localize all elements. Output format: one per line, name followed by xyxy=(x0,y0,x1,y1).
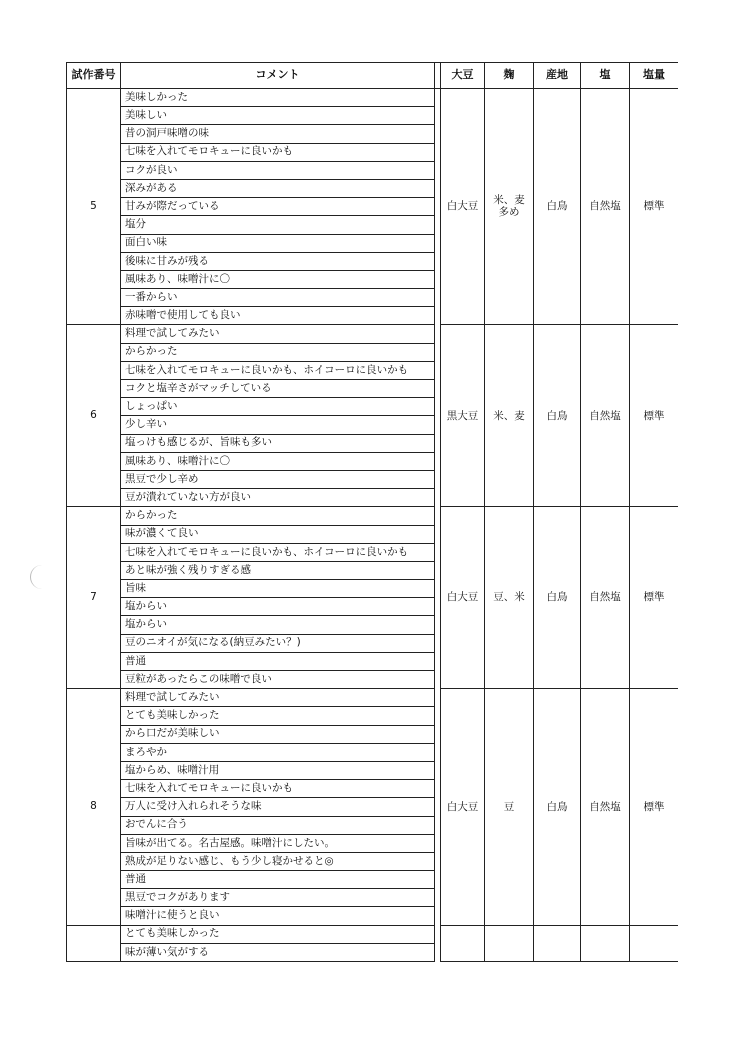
comment-cell: 普通 xyxy=(121,871,435,889)
salt-amount-cell-text: 標準 xyxy=(643,200,665,213)
comment-cell: 少し辛い xyxy=(121,416,435,434)
salt-cell xyxy=(581,689,630,925)
soybean-cell xyxy=(441,925,485,961)
comment-cell: 旨味 xyxy=(121,580,435,598)
table-body xyxy=(67,89,679,962)
comment-cell: 七味を入れてモロキューに良いかも xyxy=(121,143,435,161)
koji-cell-text: 米、麦 多め xyxy=(493,194,525,219)
comment-cell: からかった xyxy=(121,507,435,525)
comment-cell: 面白い味 xyxy=(121,234,435,252)
salt-amount-cell-text: 標準 xyxy=(643,800,665,813)
comment-cell: おでんに合う xyxy=(121,816,435,834)
comment-cell: まろやか xyxy=(121,743,435,761)
comment-cell: 深みがある xyxy=(121,179,435,197)
comment-cell: 普通 xyxy=(121,652,435,670)
comment-cell: 七味を入れてモロキューに良いかも、ホイコーロに良いかも xyxy=(121,543,435,561)
comment-cell: 甘みが際だっている xyxy=(121,198,435,216)
origin-cell xyxy=(534,325,581,507)
header-salt: 塩 xyxy=(581,63,630,89)
salt-cell xyxy=(581,325,630,507)
soybean-cell-text: 白大豆 xyxy=(446,591,479,604)
comment-cell: 風味あり、味噌汁に〇 xyxy=(121,452,435,470)
comment-cell: 味噌汁に使うと良い xyxy=(121,907,435,925)
comment-cell: とても美味しかった xyxy=(121,925,435,943)
header-soybean: 大豆 xyxy=(441,63,485,89)
soybean-cell-text: 白大豆 xyxy=(446,200,479,213)
header-no: 試作番号 xyxy=(67,63,121,89)
tasting-table xyxy=(66,62,678,962)
salt-cell xyxy=(581,925,630,961)
trial-number-cell xyxy=(67,925,121,961)
salt-cell xyxy=(581,507,630,689)
comment-cell: 味が濃くて良い xyxy=(121,525,435,543)
origin-cell xyxy=(534,507,581,689)
salt-amount-cell xyxy=(630,689,679,925)
trial-number-cell xyxy=(67,689,121,925)
salt-cell-text: 自然塩 xyxy=(589,409,621,422)
origin-cell xyxy=(534,925,581,961)
table-row xyxy=(67,925,679,943)
comment-cell: 一番からい xyxy=(121,289,435,307)
trial-number-cell xyxy=(67,325,121,507)
salt-amount-cell xyxy=(630,925,679,961)
comment-cell: 旨味が出てる。名古屋感。味噌汁にしたい。 xyxy=(121,834,435,852)
comment-cell: 味が薄い気がする xyxy=(121,943,435,961)
trial-number-cell-text: 5 xyxy=(90,199,97,212)
trial-number-cell xyxy=(67,507,121,689)
soybean-cell xyxy=(441,89,485,325)
salt-amount-cell-text: 標準 xyxy=(643,591,665,604)
koji-cell-text: 豆 xyxy=(503,800,515,813)
soybean-cell xyxy=(441,507,485,689)
comment-cell: 赤味噌で使用しても良い xyxy=(121,307,435,325)
comment-cell: 黒豆でコクがあります xyxy=(121,889,435,907)
comment-cell: から口だが美味しい xyxy=(121,725,435,743)
comment-cell: 熟成が足りない感じ、もう少し寝かせると◎ xyxy=(121,852,435,870)
origin-cell-text: 白鳥 xyxy=(546,591,568,604)
comment-cell: 万人に受け入れられそうな味 xyxy=(121,798,435,816)
comment-cell: 風味あり、味噌汁に〇 xyxy=(121,270,435,288)
table-row xyxy=(67,507,679,525)
trial-number-cell-text: 7 xyxy=(90,590,97,603)
comment-cell: とても美味しかった xyxy=(121,707,435,725)
origin-cell-text: 白鳥 xyxy=(546,800,568,813)
trial-number-cell-text: 6 xyxy=(90,409,97,422)
comment-cell: 塩っけも感じるが、旨味も多い xyxy=(121,434,435,452)
comment-cell: 豆が潰れていない方が良い xyxy=(121,489,435,507)
trial-number-cell-text: 8 xyxy=(90,800,97,813)
comment-cell: コクと塩辛さがマッチしている xyxy=(121,380,435,398)
koji-cell xyxy=(485,89,534,325)
header-origin: 産地 xyxy=(534,63,581,89)
koji-cell xyxy=(485,689,534,925)
comment-cell: 黒豆で少し辛め xyxy=(121,470,435,488)
comment-cell: 豆粒があったらこの味噌で良い xyxy=(121,671,435,689)
comment-cell: 塩からい xyxy=(121,616,435,634)
salt-amount-cell xyxy=(630,507,679,689)
header-salt-amount: 塩量 xyxy=(630,63,679,89)
comment-cell: 後味に甘みが残る xyxy=(121,252,435,270)
origin-cell-text: 白鳥 xyxy=(546,409,568,422)
salt-cell-text: 自然塩 xyxy=(589,200,621,213)
comment-cell: 美味しかった xyxy=(121,89,435,107)
comment-cell: しょっぱい xyxy=(121,398,435,416)
comment-cell: からかった xyxy=(121,343,435,361)
salt-amount-cell-text: 標準 xyxy=(643,409,665,422)
header-row xyxy=(67,63,679,89)
comment-cell: 七味を入れてモロキューに良いかも xyxy=(121,780,435,798)
scan-artifact-mark xyxy=(30,565,45,589)
comment-cell: 豆のニオイが気になる(納豆みたい？) xyxy=(121,634,435,652)
salt-cell-text: 自然塩 xyxy=(589,800,621,813)
comment-cell: 美味しい xyxy=(121,107,435,125)
comment-cell: 七味を入れてモロキューに良いかも、ホイコーロに良いかも xyxy=(121,361,435,379)
koji-cell xyxy=(485,325,534,507)
comment-cell: 塩からめ、味噌汁用 xyxy=(121,761,435,779)
origin-cell xyxy=(534,89,581,325)
comment-cell: 塩分 xyxy=(121,216,435,234)
origin-cell-text: 白鳥 xyxy=(546,200,568,213)
document-sheet xyxy=(66,62,678,970)
comment-cell: 昔の洞戸味噌の味 xyxy=(121,125,435,143)
salt-cell xyxy=(581,89,630,325)
koji-cell-text: 米、麦 xyxy=(493,409,525,422)
soybean-cell xyxy=(441,689,485,925)
koji-cell xyxy=(485,925,534,961)
salt-amount-cell xyxy=(630,325,679,507)
salt-amount-cell xyxy=(630,89,679,325)
trial-number-cell xyxy=(67,89,121,325)
soybean-cell-text: 白大豆 xyxy=(446,800,479,813)
koji-cell-text: 豆、米 xyxy=(493,591,525,604)
header-comment: コメント xyxy=(121,63,435,89)
soybean-cell xyxy=(441,325,485,507)
comment-cell: コクが良い xyxy=(121,161,435,179)
comment-cell: 塩からい xyxy=(121,598,435,616)
table-row xyxy=(67,689,679,707)
table-row xyxy=(67,89,679,107)
salt-cell-text: 自然塩 xyxy=(589,591,621,604)
soybean-cell-text: 黒大豆 xyxy=(446,409,479,422)
header-koji: 麹 xyxy=(485,63,534,89)
comment-cell: あと味が強く残りすぎる感 xyxy=(121,561,435,579)
table-row xyxy=(67,325,679,343)
koji-cell xyxy=(485,507,534,689)
origin-cell xyxy=(534,689,581,925)
comment-cell: 料理で試してみたい xyxy=(121,325,435,343)
comment-cell: 料理で試してみたい xyxy=(121,689,435,707)
